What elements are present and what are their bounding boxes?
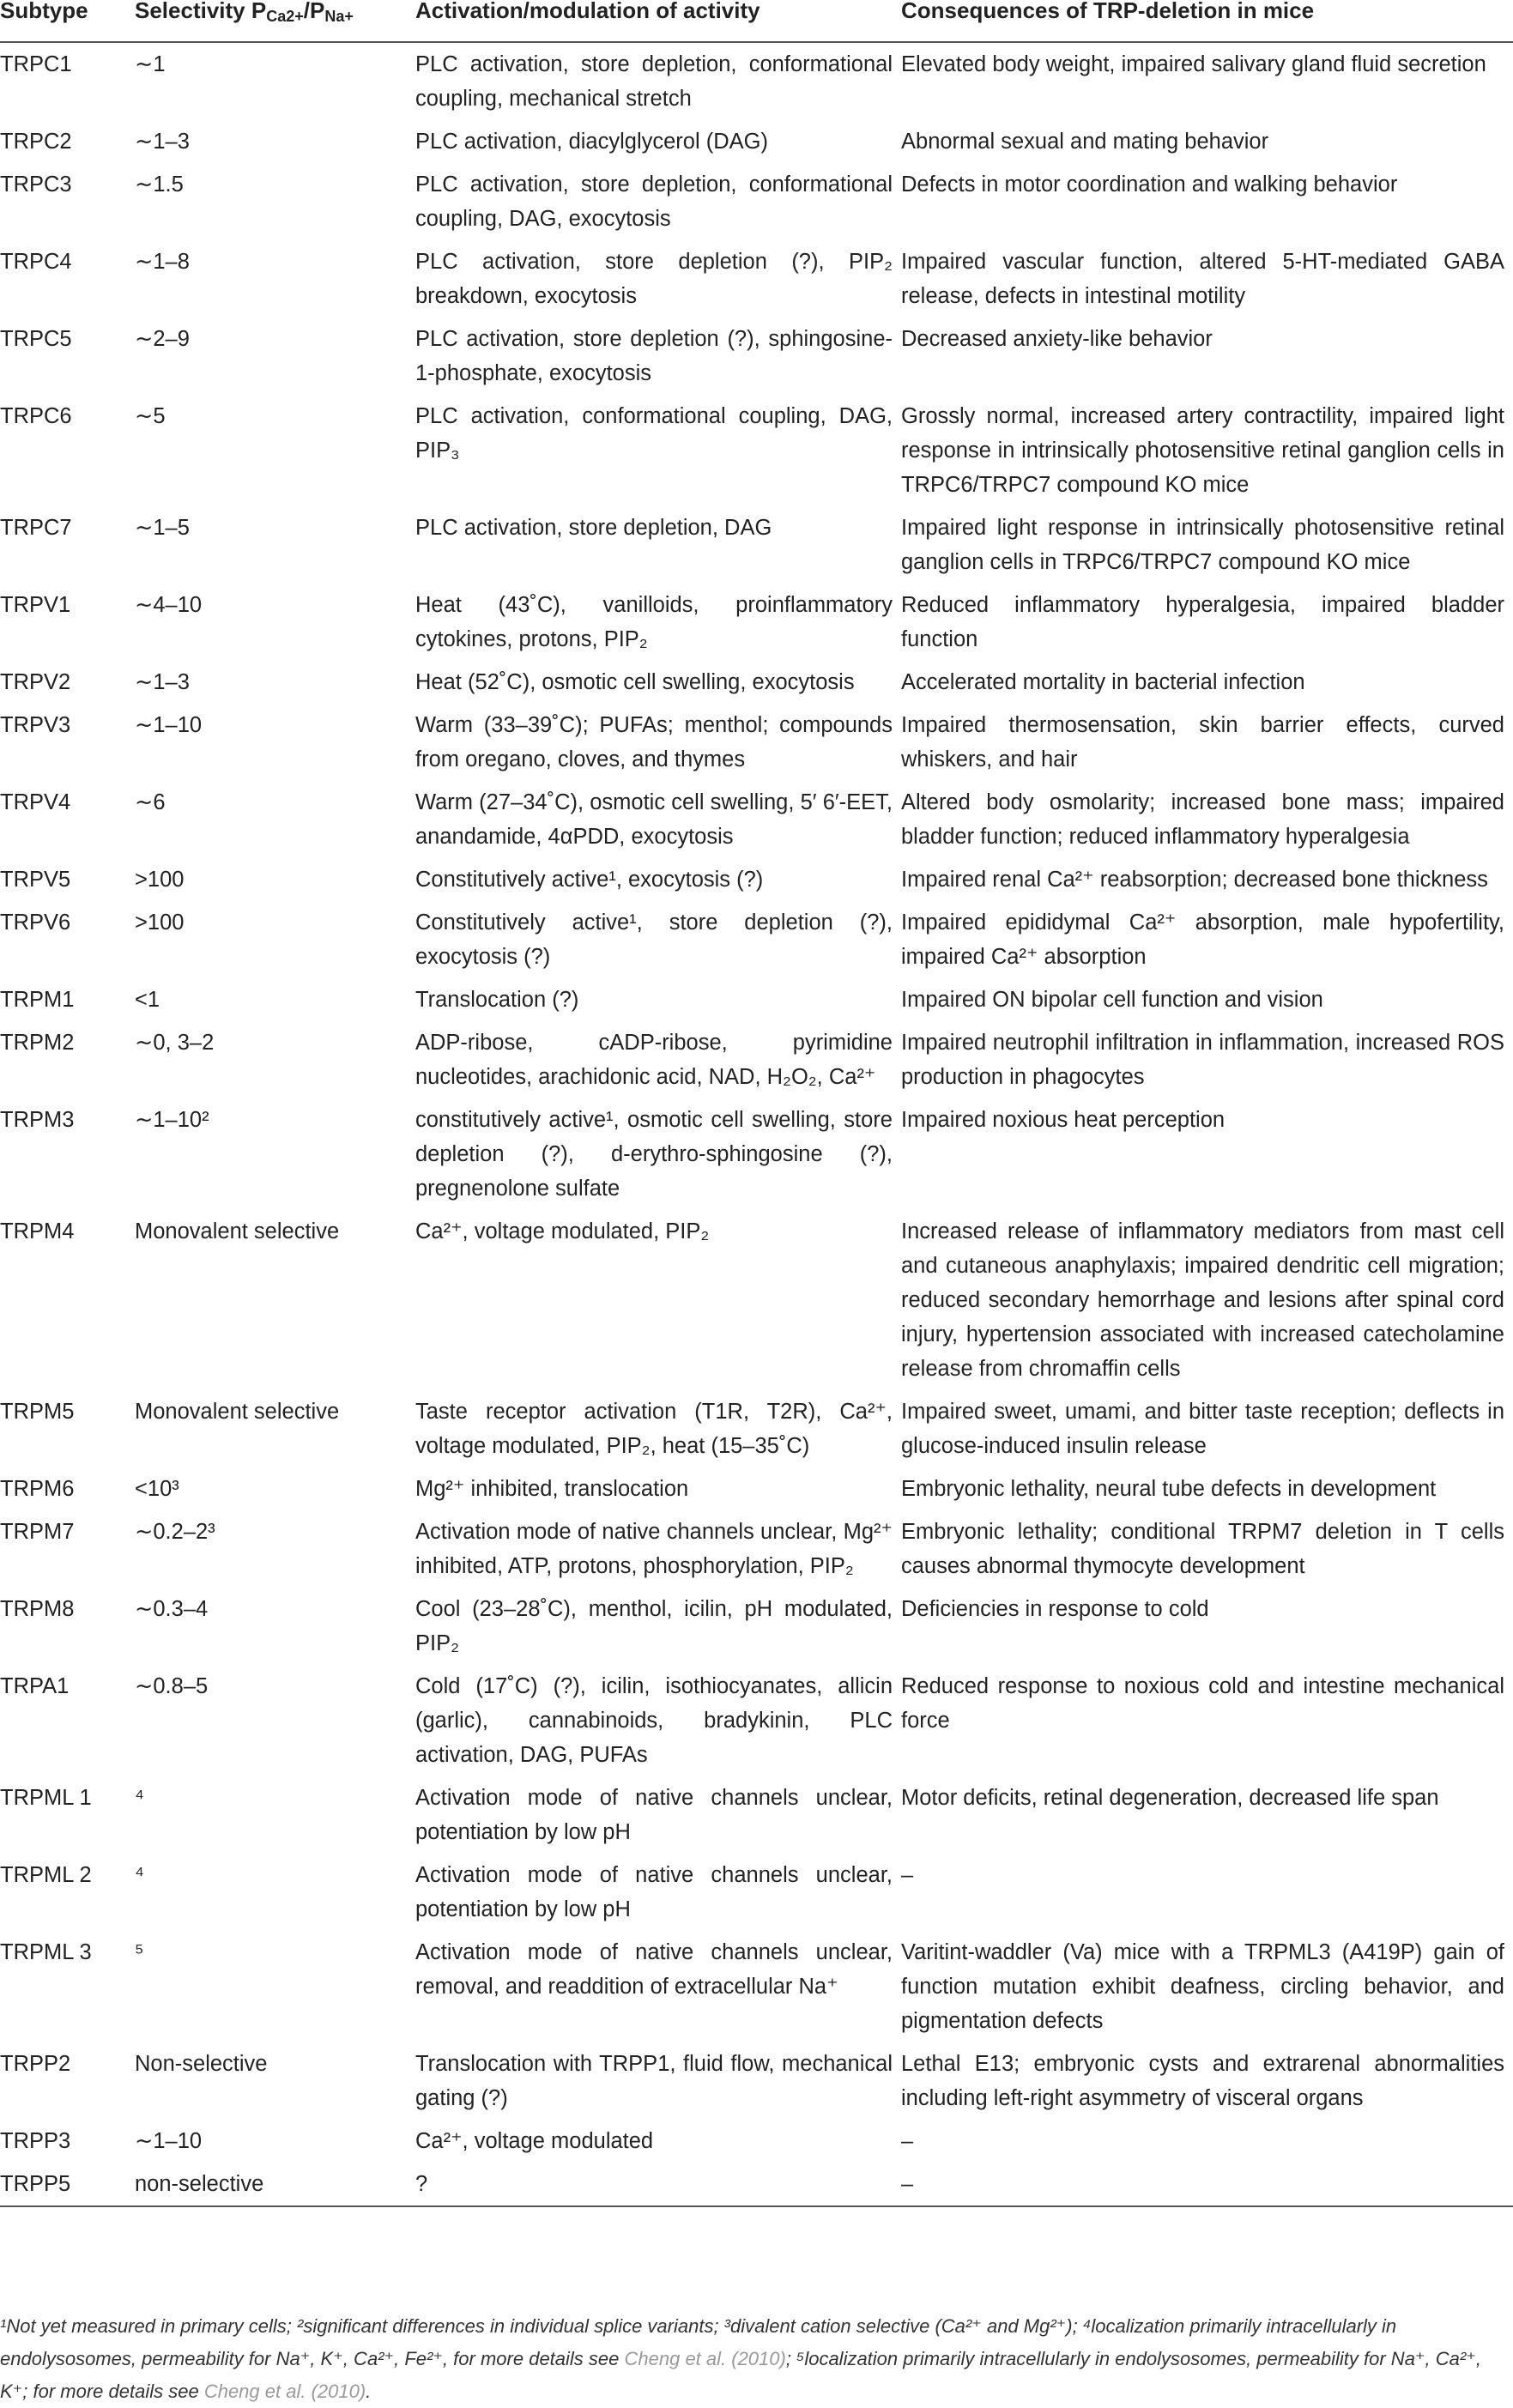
- cell-selectivity: <10³: [135, 1477, 179, 1501]
- cell-selectivity: Monovalent selective: [135, 1400, 340, 1424]
- cell-selectivity: ∼1–3: [135, 670, 190, 694]
- cell-consequences: Abnormal sexual and mating behavior: [901, 130, 1269, 154]
- cell-activation: Mg²⁺ inhibited, translocation: [415, 1477, 689, 1501]
- cell-activation: PLC activation, store depletion (?), sphingosine-1-phosphate, exocytosis: [415, 327, 893, 385]
- table-row: [0, 1098, 1513, 1210]
- cell-subtype: TRPV4: [0, 790, 71, 814]
- cell-subtype: TRPC2: [0, 130, 72, 154]
- cell-subtype: TRPM2: [0, 1031, 75, 1055]
- table-row: [0, 1021, 1513, 1098]
- table-row: [0, 661, 1513, 704]
- header-consequences: Consequences of TRP-deletion in mice: [901, 0, 1513, 42]
- cell-subtype: TRPML 3: [0, 1940, 92, 1964]
- cell-activation: PLC activation, store depletion (?), PIP₂ breakdown, exocytosis: [415, 250, 893, 308]
- table-row: [0, 240, 1513, 318]
- cell-consequences: Motor deficits, retinal degeneration, decreased life span: [901, 1786, 1439, 1810]
- cell-selectivity: ⁴: [135, 1786, 144, 1810]
- footnote-reference-link-1[interactable]: Cheng et al. (2010): [624, 2348, 786, 2369]
- cell-selectivity: ∼1–10: [135, 713, 203, 737]
- cell-selectivity: ∼2–9: [135, 327, 190, 351]
- table-row: [0, 1665, 1513, 1776]
- table-row: [0, 1854, 1513, 1931]
- table-row: [0, 2163, 1513, 2206]
- cell-selectivity: Monovalent selective: [135, 1219, 340, 1243]
- table-row: [0, 584, 1513, 661]
- cell-selectivity: ∼1–8: [135, 250, 190, 274]
- table-row: [0, 1776, 1513, 1854]
- cell-selectivity: ∼1–5: [135, 516, 190, 540]
- cell-activation: Constitutively active¹, exocytosis (?): [415, 868, 764, 892]
- cell-selectivity: ∼0.2–2³: [135, 1520, 215, 1544]
- table-row: [0, 978, 1513, 1021]
- cell-activation: Ca²⁺, voltage modulated: [415, 2129, 654, 2153]
- cell-selectivity: ⁴: [135, 1863, 144, 1887]
- cell-subtype: TRPA1: [0, 1674, 70, 1698]
- cell-subtype: TRPP2: [0, 2052, 71, 2076]
- table-row: [0, 1588, 1513, 1665]
- header-subtype: Subtype: [0, 0, 135, 42]
- footnote-reference-link-2[interactable]: Cheng et al. (2010): [203, 2381, 366, 2402]
- footnote-text-3: .: [366, 2381, 372, 2402]
- cell-activation: Cool (23–28˚C), menthol, icilin, pH modulated, PIP₂: [415, 1597, 893, 1655]
- cell-activation: Warm (27–34˚C), osmotic cell swelling, 5′ 6′-EET, anandamide, 4αPDD, exocytosis: [415, 790, 893, 849]
- cell-selectivity: ∼1–3: [135, 130, 190, 154]
- header-row: [0, 0, 1513, 42]
- cell-subtype: TRPC6: [0, 404, 72, 428]
- cell-selectivity: ∼1.5: [135, 172, 184, 197]
- table-row: [0, 781, 1513, 858]
- cell-subtype: TRPC3: [0, 172, 72, 197]
- cell-subtype: TRPC1: [0, 52, 72, 76]
- table-row: [0, 120, 1513, 163]
- cell-activation: Heat (52˚C), osmotic cell swelling, exocytosis: [415, 670, 855, 694]
- header-selectivity-mid: /P: [303, 0, 325, 23]
- cell-consequences: –: [901, 1863, 914, 1887]
- cell-consequences: Impaired light response in intrinsically photosensitive retinal ganglion cells in TRPC6/TRPC7 compound KO mice: [901, 516, 1504, 574]
- cell-activation: PLC activation, conformational coupling, DAG, PIP₃: [415, 404, 893, 463]
- cell-consequences: Increased release of inflammatory mediators from mast cell and cutaneous anaphylaxis; impaired dendritic cell migration; reduced secondary hemorrhage and lesions after spinal cord injury, hypertension associated with increased catecholamine release from chromaffin cells: [901, 1219, 1504, 1381]
- cell-selectivity: ∼0, 3–2: [135, 1031, 215, 1055]
- cell-consequences: Decreased anxiety-like behavior: [901, 327, 1213, 351]
- cell-selectivity: >100: [135, 911, 185, 935]
- cell-subtype: TRPP5: [0, 2163, 135, 2206]
- cell-selectivity: ∼1–10²: [135, 1108, 209, 1132]
- cell-subtype: TRPV1: [0, 593, 71, 617]
- table-header: [0, 0, 1513, 42]
- table-row: [0, 506, 1513, 584]
- cell-activation: ADP-ribose, cADP-ribose, pyrimidine nucleotides, arachidonic acid, NAD, H₂O₂, Ca²⁺: [415, 1031, 893, 1089]
- cell-subtype: TRPML 1: [0, 1786, 92, 1810]
- cell-consequences: Impaired neutrophil infiltration in inflammation, increased ROS production in phagocytes: [901, 1031, 1504, 1089]
- cell-selectivity: ∼1: [135, 52, 166, 76]
- cell-activation: Constitutively active¹, store depletion (?), exocytosis (?): [415, 911, 893, 969]
- cell-consequences: Impaired renal Ca²⁺ reabsorption; decreased bone thickness: [901, 868, 1488, 892]
- cell-selectivity: ∼6: [135, 790, 166, 814]
- cell-selectivity: ∼1–10: [135, 2129, 203, 2153]
- header-selectivity: [135, 0, 415, 42]
- cell-consequences: Impaired sweet, umami, and bitter taste reception; deflects in glucose-induced insulin release: [901, 1400, 1504, 1458]
- table-row: [0, 858, 1513, 901]
- table-row: [0, 318, 1513, 395]
- cell-activation: constitutively active¹, osmotic cell swelling, store depletion (?), d-erythro-sphingosine (?), pregnenolone sulfate: [415, 1108, 893, 1201]
- cell-selectivity: non-selective: [135, 2163, 415, 2206]
- cell-consequences: Grossly normal, increased artery contractility, impaired light response in intrinsically photosensitive retinal ganglion cells in TRPC6/TRPC7 compound KO mice: [901, 404, 1504, 497]
- cell-selectivity: ⁵: [135, 1940, 144, 1964]
- table-row: [0, 1390, 1513, 1467]
- cell-activation: PLC activation, store depletion, DAG: [415, 516, 772, 540]
- cell-subtype: TRPM7: [0, 1520, 75, 1544]
- cell-consequences: Impaired vascular function, altered 5-HT-mediated GABA release, defects in intestinal motility: [901, 250, 1504, 308]
- cell-subtype: TRPM8: [0, 1597, 75, 1621]
- cell-activation: Activation mode of native channels unclear, removal, and readdition of extracellular Na⁺: [415, 1940, 893, 1999]
- table-row: [0, 2042, 1513, 2120]
- cell-consequences: Reduced inflammatory hyperalgesia, impaired bladder function: [901, 593, 1504, 651]
- cell-subtype: TRPC4: [0, 250, 72, 274]
- table-footnote: [0, 2310, 1510, 2408]
- table-row: [0, 1510, 1513, 1588]
- cell-consequences: Varitint-waddler (Va) mice with a TRPML3 (A419P) gain of function mutation exhibit deafness, circling behavior, and pigmentation defects: [901, 1940, 1504, 2033]
- cell-subtype: TRPM5: [0, 1400, 75, 1424]
- cell-consequences: Reduced response to noxious cold and intestine mechanical force: [901, 1674, 1504, 1733]
- cell-activation: Taste receptor activation (T1R, T2R), Ca²⁺, voltage modulated, PIP₂, heat (15–35˚C): [415, 1400, 893, 1458]
- cell-consequences: Impaired epididymal Ca²⁺ absorption, male hypofertility, impaired Ca²⁺ absorption: [901, 911, 1504, 969]
- cell-subtype: TRPV5: [0, 868, 71, 892]
- cell-selectivity: Non-selective: [135, 2052, 268, 2076]
- cell-consequences: Embryonic lethality; conditional TRPM7 deletion in T cells causes abnormal thymocyte development: [901, 1520, 1504, 1578]
- table-row: [0, 42, 1513, 120]
- table-row: [0, 901, 1513, 978]
- cell-consequences: Defects in motor coordination and walking behavior: [901, 172, 1398, 197]
- header-selectivity-sub1: Ca2+: [266, 8, 304, 25]
- cell-activation: ?: [415, 2163, 901, 2206]
- cell-selectivity: ∼5: [135, 404, 166, 428]
- cell-activation: Ca²⁺, voltage modulated, PIP₂: [415, 1219, 710, 1243]
- cell-activation: Warm (33–39˚C); PUFAs; menthol; compounds from oregano, cloves, and thymes: [415, 713, 893, 771]
- cell-selectivity: ∼0.8–5: [135, 1674, 209, 1698]
- cell-subtype: TRPM4: [0, 1219, 75, 1243]
- cell-subtype: TRPM1: [0, 988, 75, 1012]
- cell-consequences: Lethal E13; embryonic cysts and extrarenal abnormalities including left-right asymmetry of visceral organs: [901, 2052, 1504, 2110]
- header-selectivity-sub2: Na+: [324, 8, 354, 25]
- cell-subtype: TRPV6: [0, 911, 71, 935]
- footnote-text-2: ; ⁵localization primarily intracellularly in endolysosomes, permeability for Na⁺, Ca²⁺, K⁺; for more details see: [0, 2348, 1481, 2402]
- cell-activation: Cold (17˚C) (?), icilin, isothiocyanates, allicin (garlic), cannabinoids, bradykinin, PLC activation, DAG, PUFAs: [415, 1674, 893, 1767]
- cell-subtype: TRPC5: [0, 327, 72, 351]
- cell-activation: PLC activation, diacylglycerol (DAG): [415, 130, 768, 154]
- cell-activation: Translocation with TRPP1, fluid flow, mechanical gating (?): [415, 2052, 893, 2110]
- cell-consequences: Impaired thermosensation, skin barrier effects, curved whiskers, and hair: [901, 713, 1504, 771]
- cell-consequences: Impaired ON bipolar cell function and vision: [901, 988, 1323, 1012]
- cell-subtype: TRPC7: [0, 516, 72, 540]
- cell-consequences: –: [901, 2129, 914, 2153]
- cell-activation: Heat (43˚C), vanilloids, proinflammatory cytokines, protons, PIP₂: [415, 593, 893, 651]
- cell-consequences: Impaired noxious heat perception: [901, 1108, 1226, 1132]
- cell-consequences: Deficiencies in response to cold: [901, 1597, 1209, 1621]
- table-row: [0, 163, 1513, 240]
- header-activation: Activation/modulation of activity: [415, 0, 901, 42]
- table-body: [0, 42, 1513, 2206]
- cell-subtype: TRPM3: [0, 1108, 75, 1132]
- footnote-text-1: ¹Not yet measured in primary cells; ²significant differences in individual splice variants; ³divalent cation selective (Ca²⁺ and Mg²⁺); ⁴localization primarily intracellularly in endolysosomes, permeability for Na⁺, K⁺, Ca²⁺, Fe²⁺, for more details see: [0, 2315, 1397, 2369]
- table-row: [0, 1210, 1513, 1390]
- cell-selectivity: >100: [135, 868, 185, 892]
- table-row: [0, 704, 1513, 781]
- cell-activation: Activation mode of native channels unclear, potentiation by low pH: [415, 1786, 893, 1844]
- table-row: [0, 395, 1513, 506]
- table-row: [0, 1931, 1513, 2042]
- cell-activation: Activation mode of native channels unclear, potentiation by low pH: [415, 1863, 893, 1921]
- cell-activation: Activation mode of native channels unclear, Mg²⁺ inhibited, ATP, protons, phosphorylation, PIP₂: [415, 1520, 893, 1578]
- header-selectivity-prefix: Selectivity P: [135, 0, 267, 23]
- table-row: [0, 2120, 1513, 2163]
- cell-subtype: TRPM6: [0, 1477, 75, 1501]
- cell-selectivity: ∼0.3–4: [135, 1597, 209, 1621]
- cell-selectivity: <1: [135, 988, 160, 1012]
- cell-subtype: TRPP3: [0, 2129, 71, 2153]
- cell-consequences: –: [901, 2163, 1513, 2206]
- cell-activation: PLC activation, store depletion, conformational coupling, mechanical stretch: [415, 52, 893, 111]
- cell-selectivity: ∼4–10: [135, 593, 203, 617]
- cell-activation: PLC activation, store depletion, conformational coupling, DAG, exocytosis: [415, 172, 893, 231]
- cell-subtype: TRPML 2: [0, 1863, 92, 1887]
- table-row: [0, 1467, 1513, 1510]
- cell-consequences: Altered body osmolarity; increased bone mass; impaired bladder function; reduced inflammatory hyperalgesia: [901, 790, 1504, 849]
- cell-consequences: Elevated body weight, impaired salivary gland fluid secretion: [901, 52, 1486, 76]
- cell-subtype: TRPV3: [0, 713, 71, 737]
- cell-activation: Translocation (?): [415, 988, 579, 1012]
- cell-subtype: TRPV2: [0, 670, 71, 694]
- cell-consequences: Embryonic lethality, neural tube defects in development: [901, 1477, 1437, 1501]
- cell-consequences: Accelerated mortality in bacterial infection: [901, 670, 1305, 694]
